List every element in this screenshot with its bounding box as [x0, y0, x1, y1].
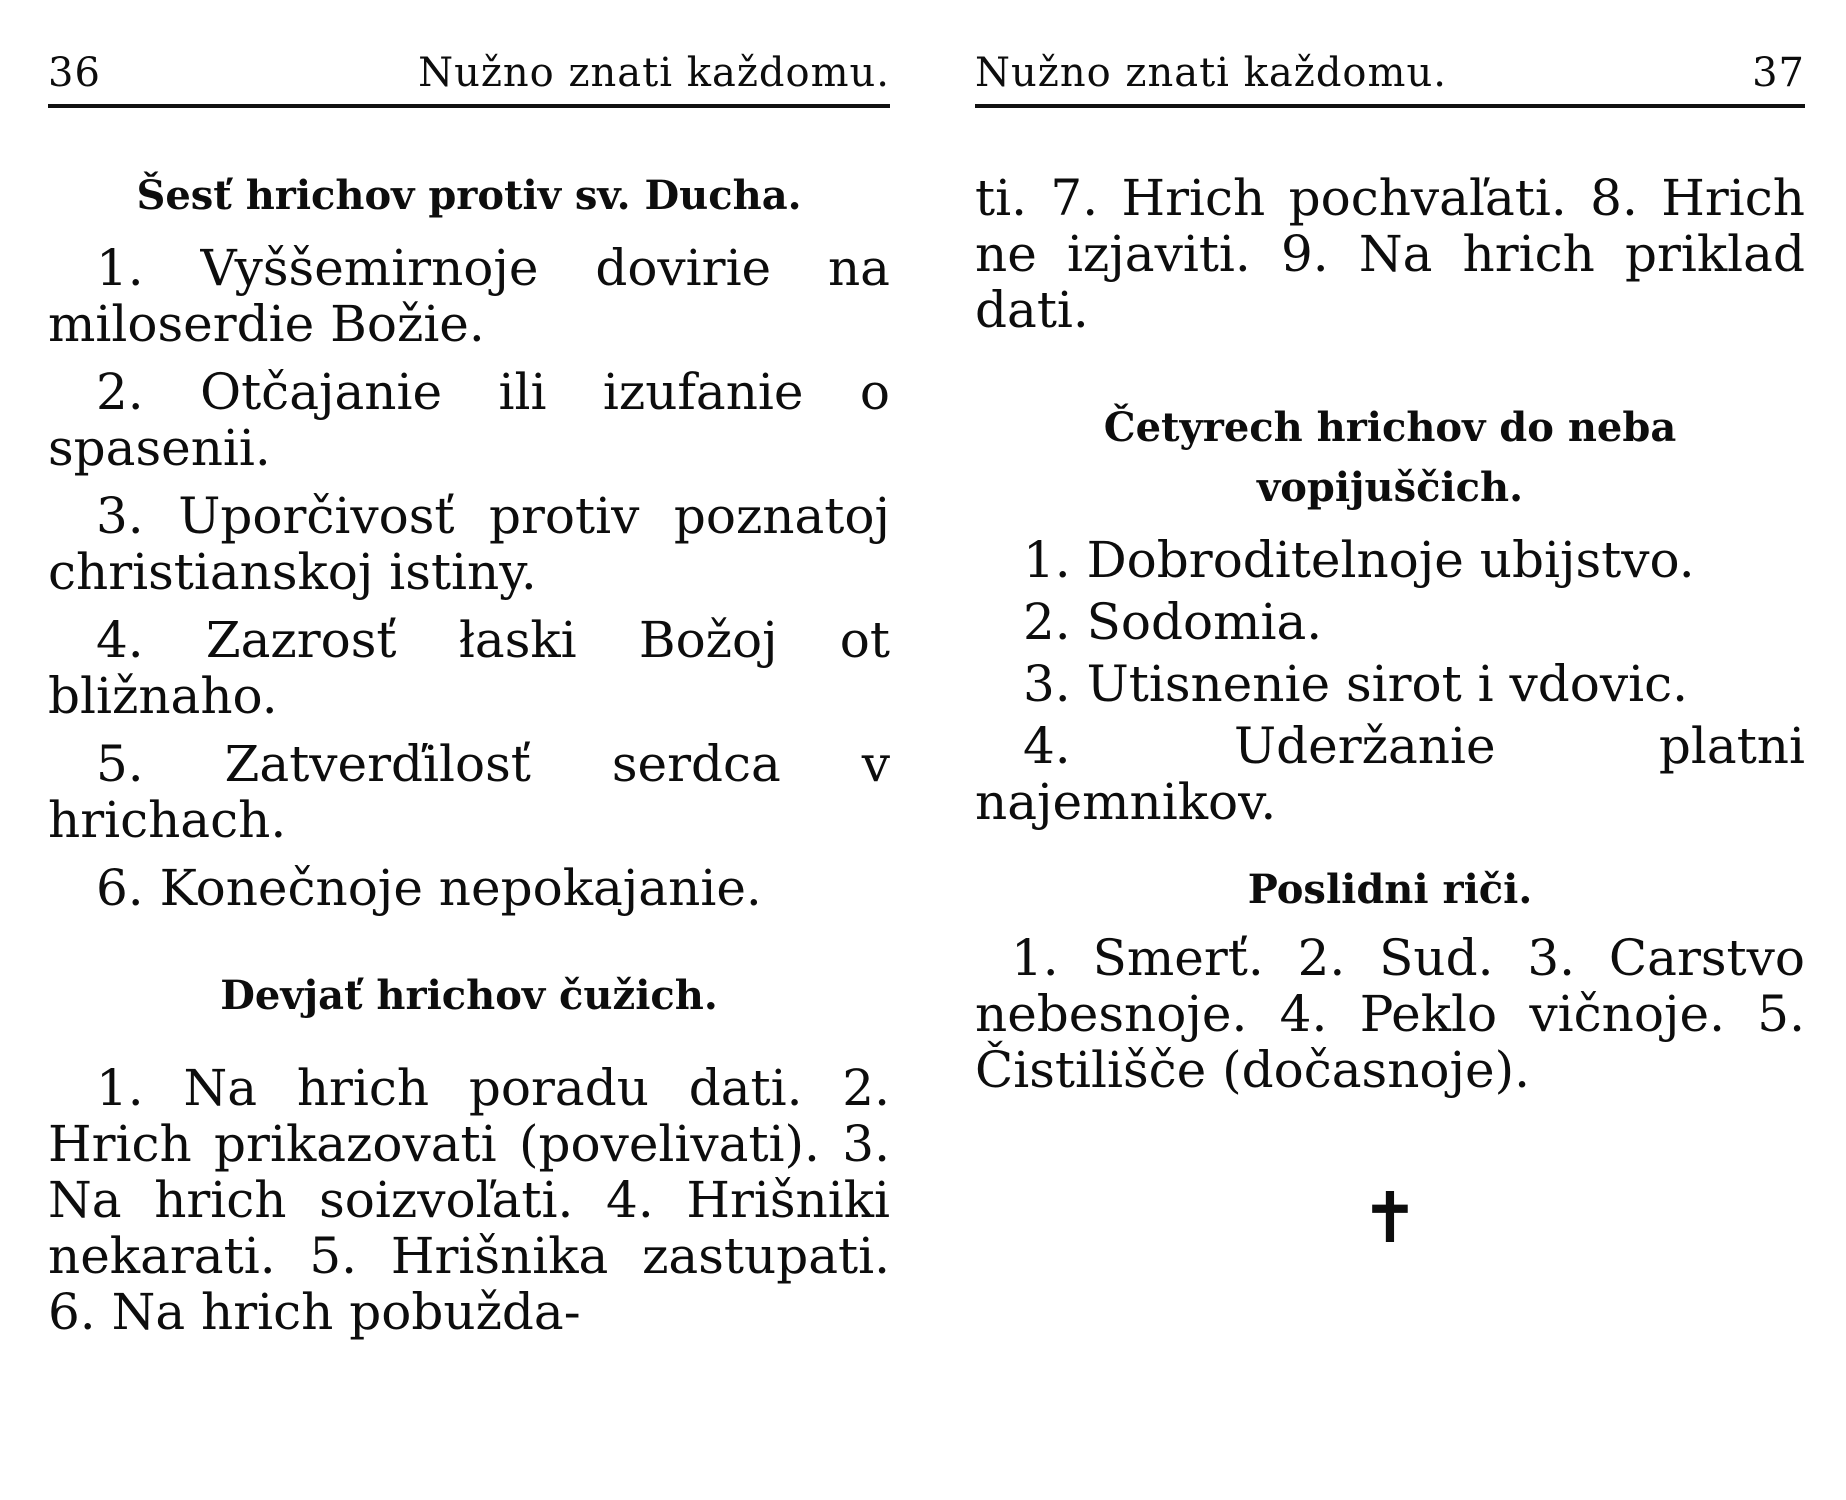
list-item: 4. Uderžanie platni najemnikov.	[975, 717, 1805, 831]
continuation-paragraph: ti. 7. Hrich pochvaľati. 8. Hrich ne izjaviti. 9. Na hrich priklad dati.	[975, 169, 1805, 339]
left-page	[48, 0, 890, 1340]
list-item: 5. Zatverďilosť serdca v hrichach.	[48, 735, 890, 849]
list-item: 6. Konečnoje nepokajanie.	[96, 859, 762, 917]
section-heading-devjat-hrichov: Devjať hrichov čužich.	[220, 972, 718, 1019]
left-running-head	[48, 0, 890, 108]
list-item: 3. Uporčivosť protiv poznatoj christianskoj istiny.	[48, 487, 890, 601]
list-item: 2. Otčajanie ili izufanie o spasenii.	[48, 363, 890, 477]
list-item: 1. Dobroditelnoje ubijstvo.	[1023, 531, 1695, 589]
section-heading-sest-hrichov: Šesť hrichov protiv sv. Ducha.	[136, 172, 802, 219]
right-running-title: Nužno znati každomu.	[975, 50, 1447, 96]
cross-icon: ✝	[1360, 1177, 1420, 1259]
right-page	[975, 0, 1805, 1258]
section-heading-cetyrech-hrichov: Četyrech hrichov do neba vopijuščich.	[1103, 404, 1677, 511]
left-running-title: Nužno znati každomu.	[418, 50, 890, 96]
section-paragraph-devjat-hrichov: 1. Na hrich poradu dati. 2. Hrich prikazovati (povelivati). 3. Na hrich soizvoľati. 4. Hrišniki nekarati. 5. Hrišnika zastupati. 6. Na hrich pobužda-	[48, 1059, 890, 1341]
list-item: 2. Sodomia.	[1023, 593, 1323, 651]
section-paragraph-poslidni-rici: 1. Smerť. 2. Sud. 3. Carstvo nebesnoje. 4. Peklo vičnoje. 5. Čistilišče (dočasnoje).	[975, 929, 1805, 1099]
list-item: 4. Zazrosť łaski Božoj ot bližnaho.	[48, 611, 890, 725]
right-page-number: 37	[1752, 50, 1805, 96]
section-heading-poslidni-rici: Poslidni riči.	[1247, 866, 1533, 913]
list-item: 3. Utisnenie sirot i vdovic.	[1023, 655, 1688, 713]
left-page-number: 36	[48, 50, 101, 96]
right-running-head	[975, 0, 1805, 108]
list-item: 1. Vyššemirnoje dovirie na miloserdie Božie.	[48, 239, 890, 353]
